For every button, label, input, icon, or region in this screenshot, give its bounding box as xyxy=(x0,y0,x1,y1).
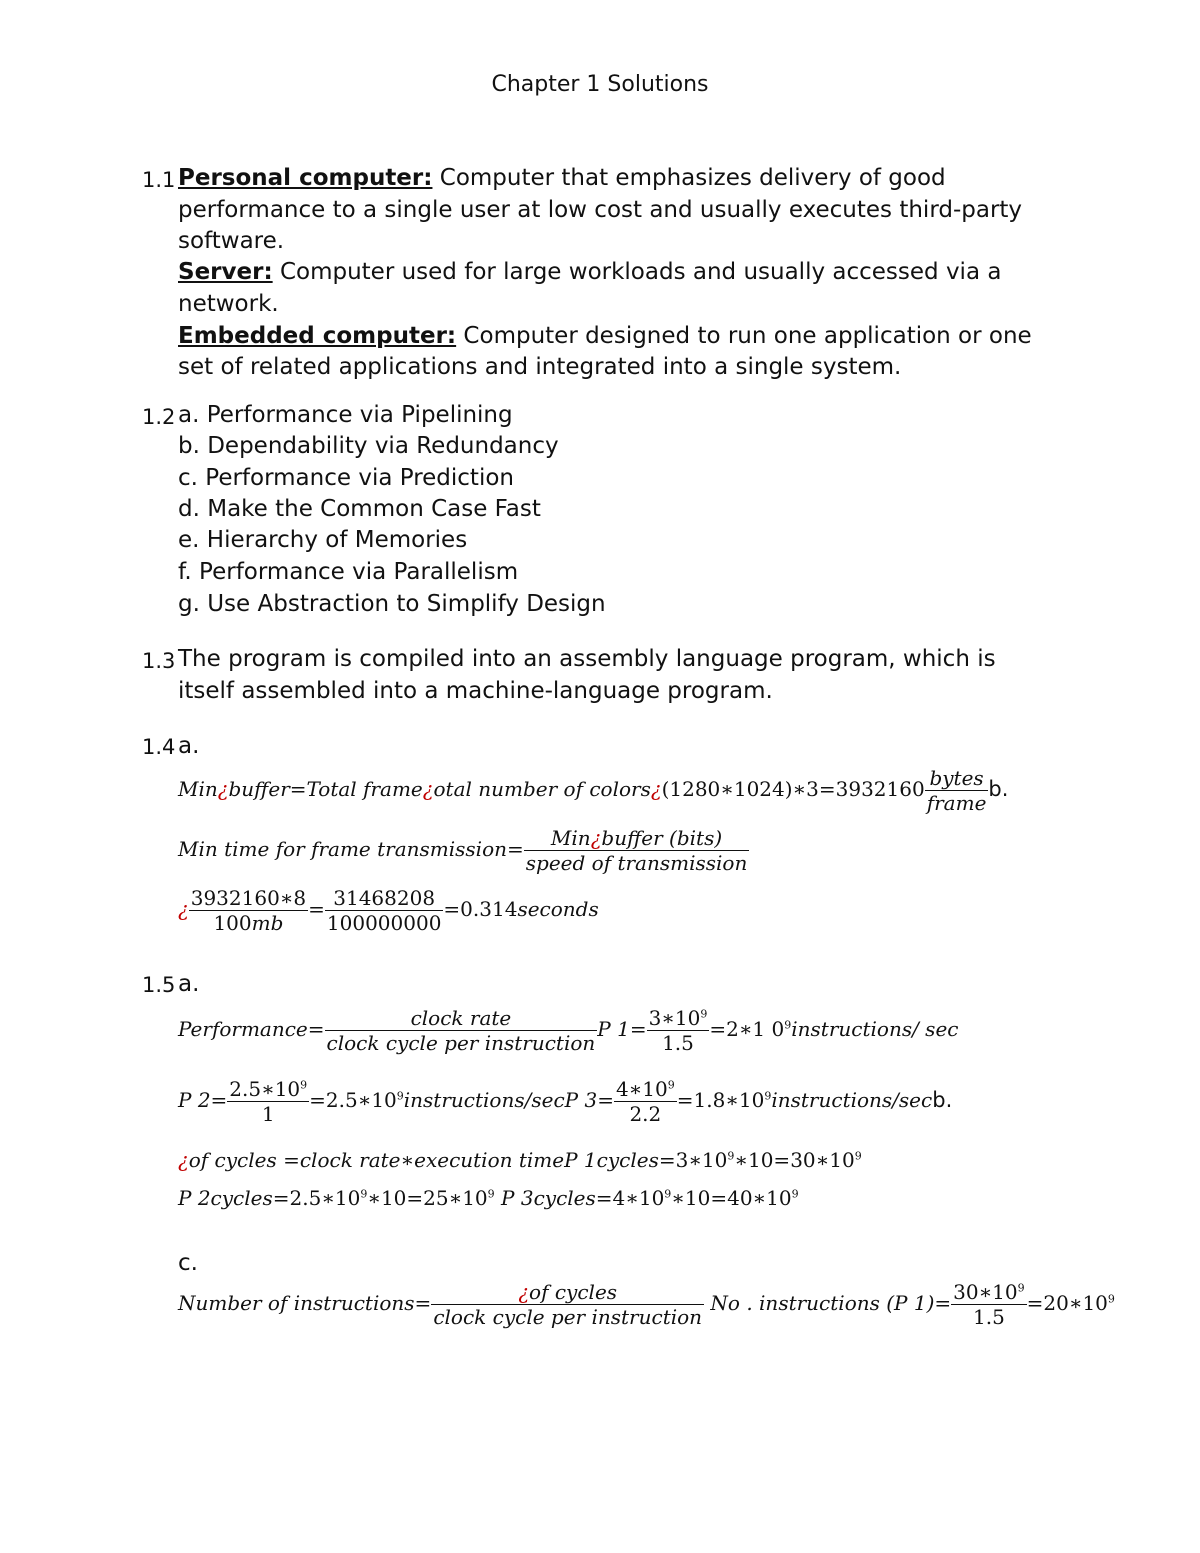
server-definition-line-2: network. xyxy=(178,291,279,317)
pc-label: Personal computer: xyxy=(178,165,433,191)
part-c-label: c. xyxy=(178,1250,198,1276)
question-number-1-1: 1.1 xyxy=(142,168,176,192)
part-a-label: a. xyxy=(178,733,200,759)
answer-1-3-line-2: itself assembled into a machine-language program. xyxy=(178,678,773,704)
page-title: Chapter 1 Solutions xyxy=(491,72,709,97)
idea-item: g. Use Abstraction to Simplify Design xyxy=(178,591,606,617)
idea-item: c. Performance via Prediction xyxy=(178,465,514,491)
embedded-text: Computer designed to run one application or one xyxy=(456,323,1032,349)
pc-text: Computer that emphasizes delivery of good xyxy=(432,165,946,191)
server-label: Server: xyxy=(178,259,273,285)
question-number-1-4: 1.4 xyxy=(142,735,176,759)
idea-item: b. Dependability via Redundancy xyxy=(178,433,559,459)
question-number-1-2: 1.2 xyxy=(142,405,176,429)
part-b-label: b. xyxy=(932,1088,953,1112)
transmission-time-equation: Min time for frame transmission= $\frac{\text{Min¿buffer (bits)}}{\text{speed of transmission}}$ xyxy=(178,826,748,875)
embedded-definition-line-2: set of related applications and integrated into a single system. xyxy=(178,354,902,380)
idea-item: d. Make the Common Case Fast xyxy=(178,496,541,522)
answer-1-3-line-1: The program is compiled into an assembly language program, which is xyxy=(178,646,996,672)
question-number-1-5: 1.5 xyxy=(142,973,176,997)
embedded-label: Embedded computer: xyxy=(178,323,457,349)
idea-item: a. Performance via Pipelining xyxy=(178,402,513,428)
instructions-equation: Number of instructions= $\frac{\text{¿of cycles}}{\text{clock cycle per instruction}}$ No . instructions (P 1)= $\frac{30∗10^9}{1.5}$ $=20∗10^9$ xyxy=(178,1280,1115,1329)
pc-definition-line-2: performance to a single user at low cost and usually executes third-party xyxy=(178,197,1023,223)
server-text: Computer used for large workloads and usually accessed via a xyxy=(272,259,1002,285)
cycles-equation: ¿of cycles =clock rate∗execution timeP $1cycles=3∗10^9∗10=30∗10^9$ xyxy=(178,1148,862,1172)
frame-buffer-equation: Min¿buffer=Total frame¿otal number of colors¿(1280∗1024)∗3=3932160 $\frac{\text{bytes}}{\text{frame}}$ b. xyxy=(178,766,1009,815)
idea-item: f. Performance via Parallelism xyxy=(178,559,519,585)
server-definition-line-1 xyxy=(178,257,1001,288)
performance-equation: Performance= $\frac{\text{clock rate}}{\text{clock cycle per instruction}}$ P 1= $\frac{3∗10^9}{1.5}$ =2∗1 $0^9instructions/$ sec xyxy=(178,1006,959,1055)
embedded-definition-line-1 xyxy=(178,321,1032,352)
pc-definition-line-1 xyxy=(178,163,946,194)
part-b-label: b. xyxy=(988,777,1009,801)
p2-p3-cycles-equation: P $2cycles=2.5∗10^9∗10=25∗10^9$ P $3cycles=4∗10^9∗10=40∗10^9$ xyxy=(178,1186,799,1210)
question-number-1-3: 1.3 xyxy=(142,649,176,673)
idea-item: e. Hierarchy of Memories xyxy=(178,527,468,553)
pc-definition-line-3: software. xyxy=(178,228,285,254)
transmission-result-equation: ¿ $\frac{3932160∗8}{100mb}$ = $\frac{31468208}{100000000}$ =0.314seconds xyxy=(178,886,599,935)
part-a-label: a. xyxy=(178,971,200,997)
p2-p3-performance-equation: P 2= $\frac{2.5∗10^9}{1}$ $=2.5∗10^9instructions$/secP 3= $\frac{4∗10^9}{2.2}$ $=1.8∗10^9instructions$/secb. xyxy=(178,1077,953,1126)
